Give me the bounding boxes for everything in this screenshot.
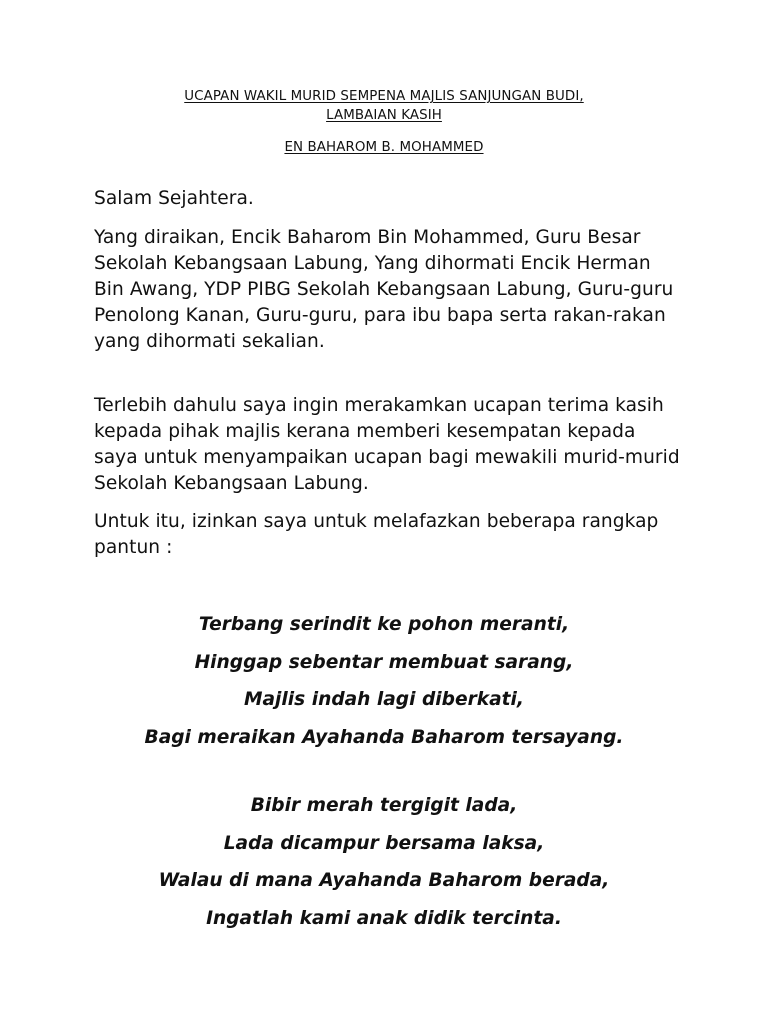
paragraph-pantun-intro: Untuk itu, izinkan saya untuk melafazkan beberapa rangkap pantun : [94,511,659,558]
paragraph-thanks: Terlebih dahulu saya ingin merakamkan ucapan terima kasih kepada pihak majlis kerana memberi kesempatan kepada saya untuk menyampaikan ucapan bagi mewakili murid-murid Sekolah Kebangsaan Labung. [94,395,680,494]
greeting: Salam Sejahtera. [94,188,254,209]
pantun-line: Walau di mana Ayahanda Baharom berada, [158,870,610,891]
paragraph-salutation: Yang diraikan, Encik Baharom Bin Mohammed, Guru Besar Sekolah Kebangsaan Labung, Yang dihormati Encik Herman Bin Awang, YDP PIBG Sekolah Kebangsaan Labung, Guru-guru Penolong Kanan, Guru-guru, para ibu bapa serta rakan-rakan yang dihormati sekalian. [94,227,674,352]
pantun-stanza-2 [0,793,768,943]
pantun-line: Bagi meraikan Ayahanda Baharom tersayang. [144,726,624,748]
pantun-line: Bibir merah tergigit lada, [250,795,518,816]
pantun-line: Hinggap sebentar membuat sarang, [194,651,574,673]
document-title [0,87,768,125]
document-subtitle: EN BAHAROM B. MOHAMMED [284,140,484,155]
pantun-line: Majlis indah lagi diberkati, [244,689,524,710]
pantun-line: Lada dicampur bersama laksa, [223,832,545,854]
pantun-line: Ingatlah kami anak didik tercinta. [206,907,562,929]
pantun-line: Terbang serindit ke pohon meranti, [198,614,570,635]
title-line-2: LAMBAIAN KASIH [326,108,442,123]
title-line-1: UCAPAN WAKIL MURID SEMPENA MAJLIS SANJUNGAN BUDI, [184,89,584,104]
pantun-stanza-1 [0,612,768,762]
